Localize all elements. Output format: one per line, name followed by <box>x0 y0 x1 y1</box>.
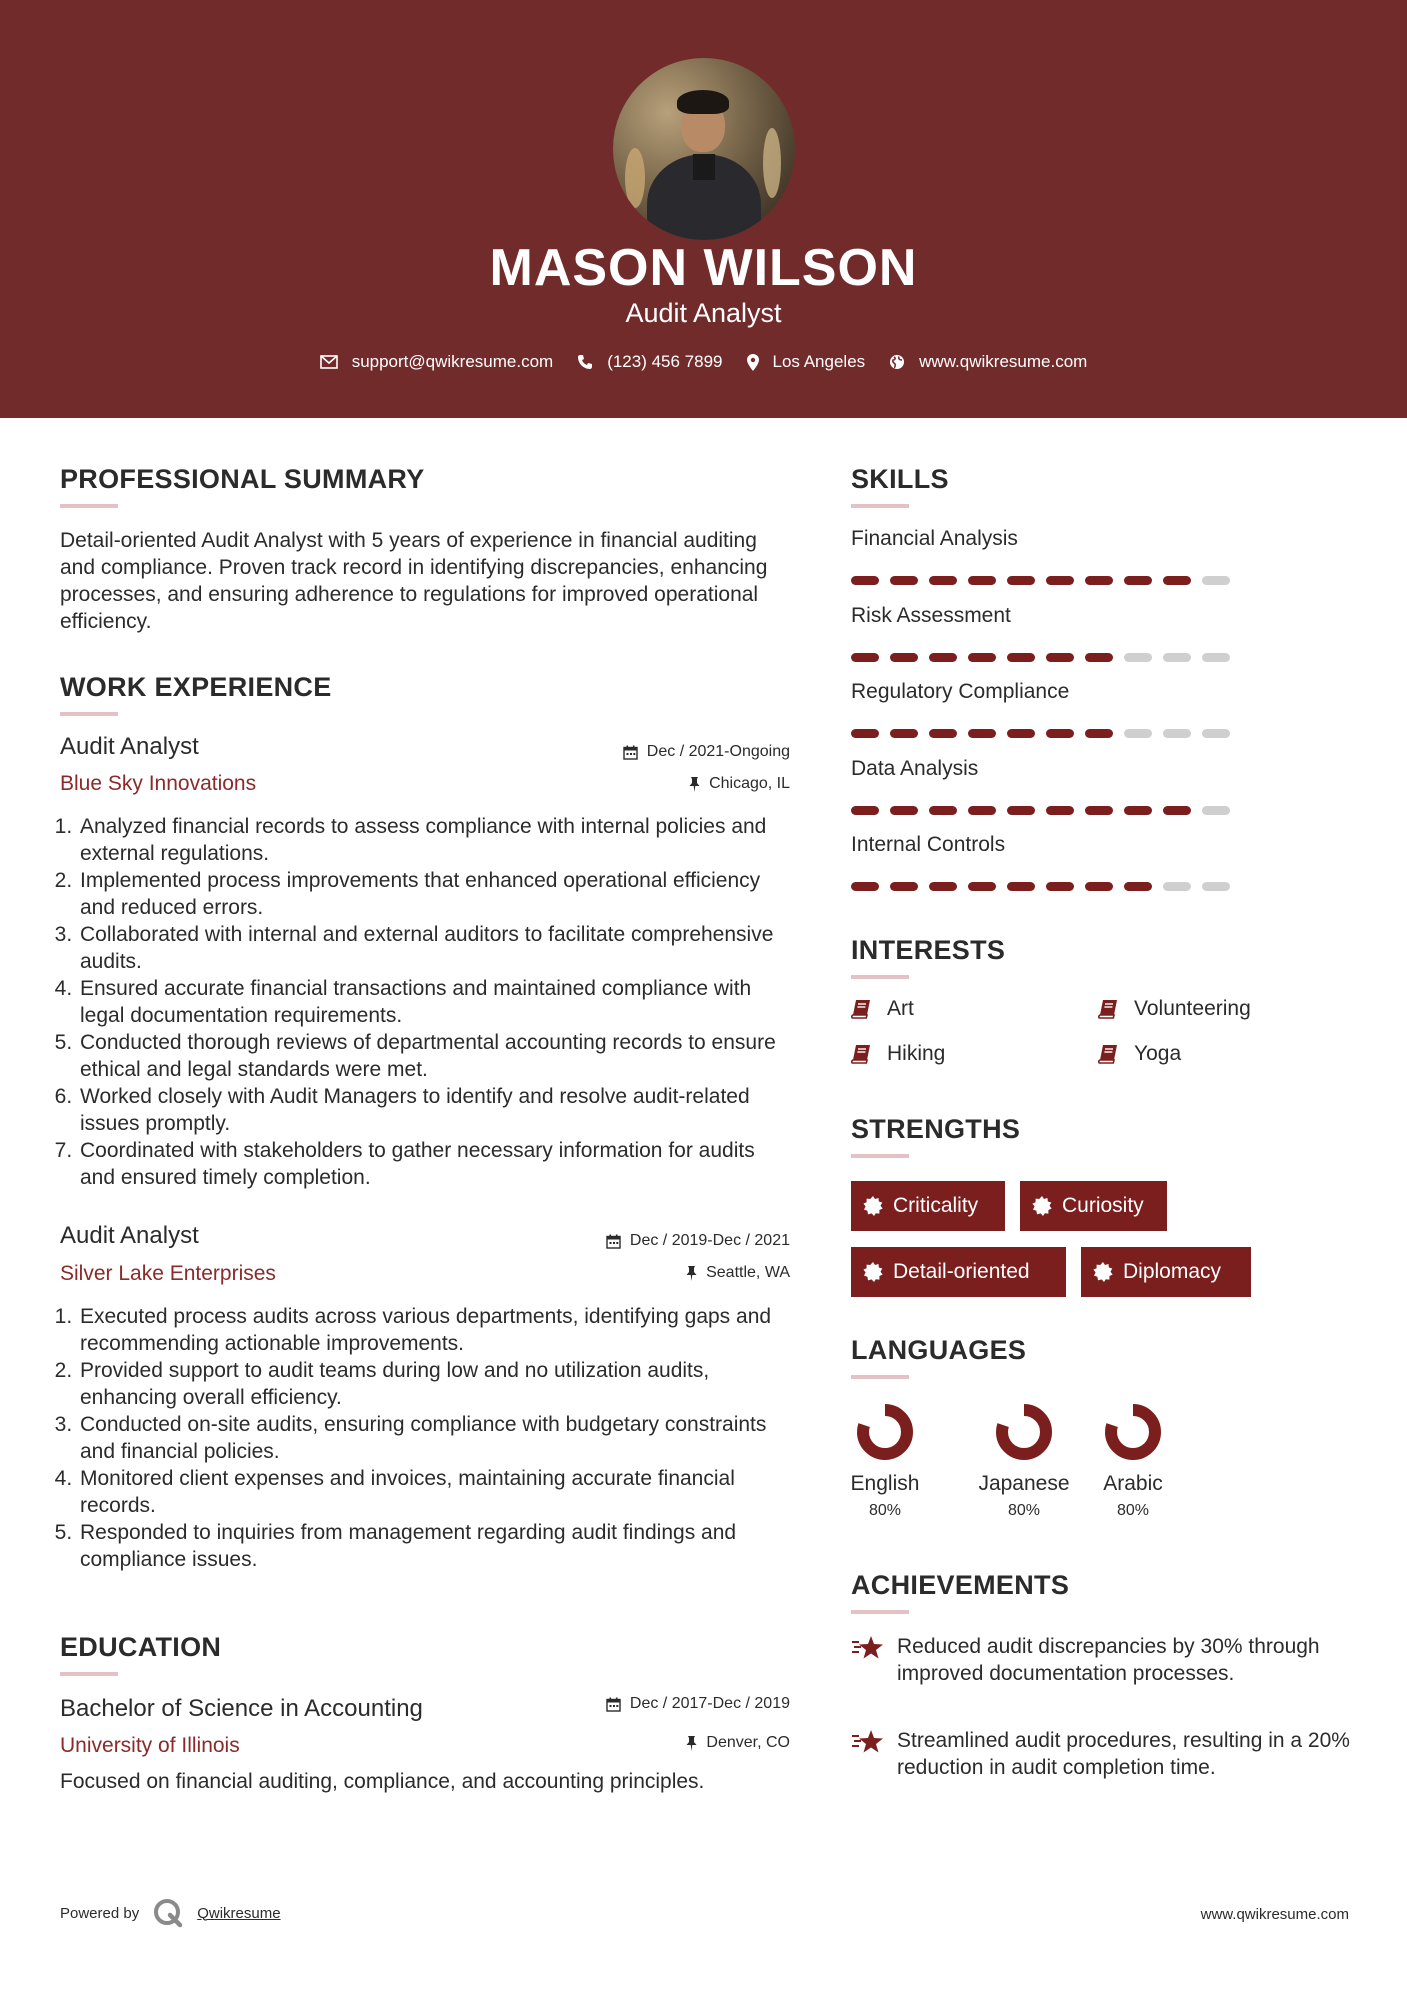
languages-underline <box>851 1375 909 1379</box>
rating-dot-filled <box>851 653 879 662</box>
interest-label: Art <box>887 997 914 1020</box>
calendar-icon <box>606 1697 621 1712</box>
rating-dot-empty <box>1124 729 1152 738</box>
company-name: Blue Sky Innovations <box>60 772 257 795</box>
rating-dot-filled <box>1046 576 1074 585</box>
skill-rating <box>851 882 1241 891</box>
job-location <box>480 1264 790 1282</box>
rating-dot-filled <box>1046 653 1074 662</box>
language-item <box>830 1402 940 1520</box>
rating-dot-empty <box>1202 576 1230 585</box>
rating-dot-filled <box>929 806 957 815</box>
rating-dot-filled <box>851 806 879 815</box>
interests-heading: INTERESTS <box>851 935 1006 965</box>
rating-dot-filled <box>968 576 996 585</box>
interest-label: Volunteering <box>1134 997 1251 1020</box>
rating-dot-filled <box>1085 882 1113 891</box>
language-percent: 80% <box>1116 1502 1150 1519</box>
list-item: 4. Ensured accurate financial transactions and maintained compliance with legal documentation requirements. <box>78 975 790 1029</box>
interest-item-yoga <box>1098 1042 1181 1066</box>
rating-dot-filled <box>1046 882 1074 891</box>
list-item: 5. Conducted thorough reviews of departmental accounting records to ensure ethical and legal standards were met. <box>78 1029 790 1083</box>
skill-rating <box>851 653 1241 662</box>
rating-dot-filled <box>1124 576 1152 585</box>
candidate-title: Audit Analyst <box>625 298 782 328</box>
list-item: 4. Monitored client expenses and invoices, maintaining accurate financial records. <box>78 1465 790 1519</box>
rating-dot-filled <box>890 576 918 585</box>
list-item: 2. Implemented process improvements that enhanced operational efficiency and reduced errors. <box>78 867 790 921</box>
map-pin-icon <box>747 354 759 371</box>
list-item: 6. Worked closely with Audit Managers to identify and resolve audit-related issues promptly. <box>78 1083 790 1137</box>
list-item: 3. Conducted on-site audits, ensuring compliance with budgetary constraints and financial policies. <box>78 1411 790 1465</box>
rating-dot-filled <box>1007 576 1035 585</box>
rating-dot-filled <box>968 653 996 662</box>
rating-dot-filled <box>1085 653 1113 662</box>
company-name: Silver Lake Enterprises <box>60 1262 276 1285</box>
strengths-heading: STRENGTHS <box>851 1114 1021 1144</box>
rating-dot-empty <box>1124 653 1152 662</box>
skill-rating <box>851 729 1241 738</box>
rating-dot-filled <box>1007 653 1035 662</box>
pushpin-icon <box>686 1266 697 1281</box>
achievement-item <box>851 1727 1351 1781</box>
education-underline <box>60 1672 118 1676</box>
rating-dot-filled <box>851 576 879 585</box>
rating-dot-empty <box>1163 882 1191 891</box>
rating-dot-filled <box>890 653 918 662</box>
job-title: Audit Analyst <box>60 1222 199 1249</box>
list-item: 1. Executed process audits across various departments, identifying gaps and recommending actionable improvements. <box>78 1303 790 1357</box>
summary-underline <box>60 504 118 508</box>
book-icon <box>1098 999 1118 1019</box>
badge-icon <box>1093 1262 1113 1282</box>
book-icon <box>851 999 871 1019</box>
skills-underline <box>851 504 909 508</box>
school-name: University of Illinois <box>60 1734 240 1757</box>
education-heading: EDUCATION <box>60 1632 222 1662</box>
rating-dot-filled <box>1085 729 1113 738</box>
language-percent: 80% <box>868 1502 902 1519</box>
job-duties <box>60 1303 790 1573</box>
achievement-item <box>851 1633 1351 1687</box>
badge-icon <box>1032 1196 1052 1216</box>
education-location-text: Denver, CO <box>706 1734 790 1751</box>
rating-dot-filled <box>1046 729 1074 738</box>
email-text: support@qwikresume.com <box>351 352 554 371</box>
interest-item-volunteering <box>1098 997 1251 1021</box>
strength-label: Criticality <box>893 1194 979 1217</box>
list-item: 1. Analyzed financial records to assess compliance with internal policies and external regulations. <box>78 813 790 867</box>
interests-underline <box>851 975 909 979</box>
language-ring-icon <box>994 1402 1054 1462</box>
location-text: Los Angeles <box>772 352 866 371</box>
header-banner <box>0 0 1407 418</box>
language-percent: 80% <box>1007 1502 1041 1519</box>
rating-dot-filled <box>968 729 996 738</box>
interest-item-art <box>851 997 914 1021</box>
badge-icon <box>863 1262 883 1282</box>
list-item: 3. Collaborated with internal and external auditors to facilitate comprehensive audits. <box>78 921 790 975</box>
contact-website[interactable] <box>889 352 1087 372</box>
strength-tag <box>851 1247 1066 1297</box>
star-icon <box>851 1728 885 1754</box>
badge-icon <box>863 1196 883 1216</box>
skill-name: Risk Assessment <box>851 603 1011 627</box>
list-item: 5. Responded to inquiries from management regarding audit findings and compliance issues. <box>78 1519 790 1573</box>
strength-label: Detail-oriented <box>893 1260 1030 1283</box>
rating-dot-filled <box>1163 806 1191 815</box>
language-item <box>969 1402 1079 1520</box>
brand-link[interactable]: Qwikresume <box>197 1904 281 1922</box>
rating-dot-filled <box>1007 729 1035 738</box>
language-name: English <box>850 1472 920 1495</box>
rating-dot-filled <box>929 576 957 585</box>
achievements-underline <box>851 1610 909 1614</box>
skill-name: Data Analysis <box>851 756 979 780</box>
list-item: 7. Coordinated with stakeholders to gather necessary information for audits and ensured timely completion. <box>78 1137 790 1191</box>
qwikresume-logo-icon <box>153 1898 183 1928</box>
contact-location <box>747 352 866 372</box>
achievements-heading: ACHIEVEMENTS <box>851 1570 1070 1600</box>
job-location-text: Seattle, WA <box>706 1264 790 1281</box>
rating-dot-filled <box>1085 806 1113 815</box>
footer-website[interactable]: www.qwikresume.com <box>1200 1906 1349 1923</box>
interest-item-hiking <box>851 1042 945 1066</box>
book-icon <box>1098 1044 1118 1064</box>
candidate-name: MASON WILSON <box>489 239 918 297</box>
contact-phone[interactable] <box>577 352 722 372</box>
skill-name: Internal Controls <box>851 833 1006 856</box>
rating-dot-filled <box>1124 806 1152 815</box>
summary-text: Detail-oriented Audit Analyst with 5 years of experience in financial auditing and compliance. Proven track record in identifying discrepancies, enhancing processes, and ensuring adherence to regulations for improved operational efficiency. <box>60 529 768 633</box>
strength-label: Diplomacy <box>1123 1260 1222 1283</box>
job-duties <box>60 813 790 1191</box>
interest-label: Hiking <box>887 1042 946 1065</box>
rating-dot-filled <box>890 806 918 815</box>
rating-dot-filled <box>851 882 879 891</box>
book-icon <box>851 1044 871 1064</box>
job-title: Audit Analyst <box>60 733 199 760</box>
education-dates-text: Dec / 2017-Dec / 2019 <box>629 1695 790 1712</box>
language-name: Japanese <box>978 1472 1070 1495</box>
calendar-icon <box>606 1234 621 1249</box>
achievement-text: Reduced audit discrepancies by 30% through improved documentation processes. <box>897 1635 1320 1685</box>
rating-dot-filled <box>929 653 957 662</box>
rating-dot-filled <box>890 882 918 891</box>
avatar <box>613 58 795 240</box>
contact-email[interactable] <box>320 352 554 372</box>
rating-dot-filled <box>1163 576 1191 585</box>
phone-icon <box>577 354 593 370</box>
pushpin-icon <box>689 777 700 792</box>
skills-heading: SKILLS <box>851 464 949 494</box>
powered-by-text: Powered by <box>60 1904 140 1922</box>
job-location-text: Chicago, IL <box>709 775 790 792</box>
calendar-icon <box>623 745 638 760</box>
rating-dot-filled <box>1007 806 1035 815</box>
rating-dot-filled <box>890 729 918 738</box>
language-ring-icon <box>1103 1402 1163 1462</box>
strength-tag <box>1020 1181 1167 1231</box>
pushpin-icon <box>686 1736 697 1751</box>
rating-dot-filled <box>1046 806 1074 815</box>
job-dates-text: Dec / 2021-Ongoing <box>646 743 790 760</box>
footer-powered-by <box>60 1898 281 1928</box>
skill-name: Regulatory Compliance <box>851 680 1070 703</box>
experience-underline <box>60 712 118 716</box>
rating-dot-filled <box>929 729 957 738</box>
languages-heading: LANGUAGES <box>851 1335 1027 1365</box>
list-item: 2. Provided support to audit teams during low and no utilization audits, enhancing overall efficiency. <box>78 1357 790 1411</box>
skill-rating <box>851 576 1241 585</box>
contact-bar <box>0 352 1407 372</box>
language-item <box>1078 1402 1188 1520</box>
rating-dot-empty <box>1202 882 1230 891</box>
summary-heading: PROFESSIONAL SUMMARY <box>60 464 425 494</box>
rating-dot-filled <box>1007 882 1035 891</box>
language-ring-icon <box>855 1402 915 1462</box>
job-dates <box>480 743 790 761</box>
rating-dot-filled <box>929 882 957 891</box>
rating-dot-filled <box>968 882 996 891</box>
job-location <box>480 775 790 793</box>
education-location <box>480 1734 790 1752</box>
language-name: Arabic <box>1103 1472 1163 1495</box>
phone-text: (123) 456 7899 <box>607 352 723 371</box>
rating-dot-empty <box>1202 729 1230 738</box>
website-text: www.qwikresume.com <box>919 352 1088 371</box>
envelope-icon <box>320 355 338 369</box>
achievement-text: Streamlined audit procedures, resulting in a 20% reduction in audit completion time. <box>897 1729 1350 1779</box>
star-icon <box>851 1634 885 1660</box>
rating-dot-filled <box>968 806 996 815</box>
rating-dot-empty <box>1202 653 1230 662</box>
rating-dot-filled <box>1124 882 1152 891</box>
experience-heading: WORK EXPERIENCE <box>60 672 332 702</box>
rating-dot-empty <box>1163 653 1191 662</box>
strength-tag <box>851 1181 1005 1231</box>
degree-title: Bachelor of Science in Accounting <box>60 1695 423 1722</box>
skill-name: Financial Analysis <box>851 527 1018 550</box>
skill-rating <box>851 806 1241 815</box>
strength-tag <box>1081 1247 1251 1297</box>
rating-dot-filled <box>1085 576 1113 585</box>
rating-dot-filled <box>851 729 879 738</box>
rating-dot-empty <box>1202 806 1230 815</box>
job-dates <box>480 1232 790 1250</box>
education-description: Focused on financial auditing, compliance, and accounting principles. <box>60 1770 705 1793</box>
job-dates-text: Dec / 2019-Dec / 2021 <box>629 1232 790 1249</box>
strength-label: Curiosity <box>1062 1194 1144 1217</box>
strengths-underline <box>851 1154 909 1158</box>
globe-icon <box>889 354 905 370</box>
interest-label: Yoga <box>1134 1042 1182 1065</box>
rating-dot-empty <box>1163 729 1191 738</box>
education-dates <box>480 1695 790 1713</box>
